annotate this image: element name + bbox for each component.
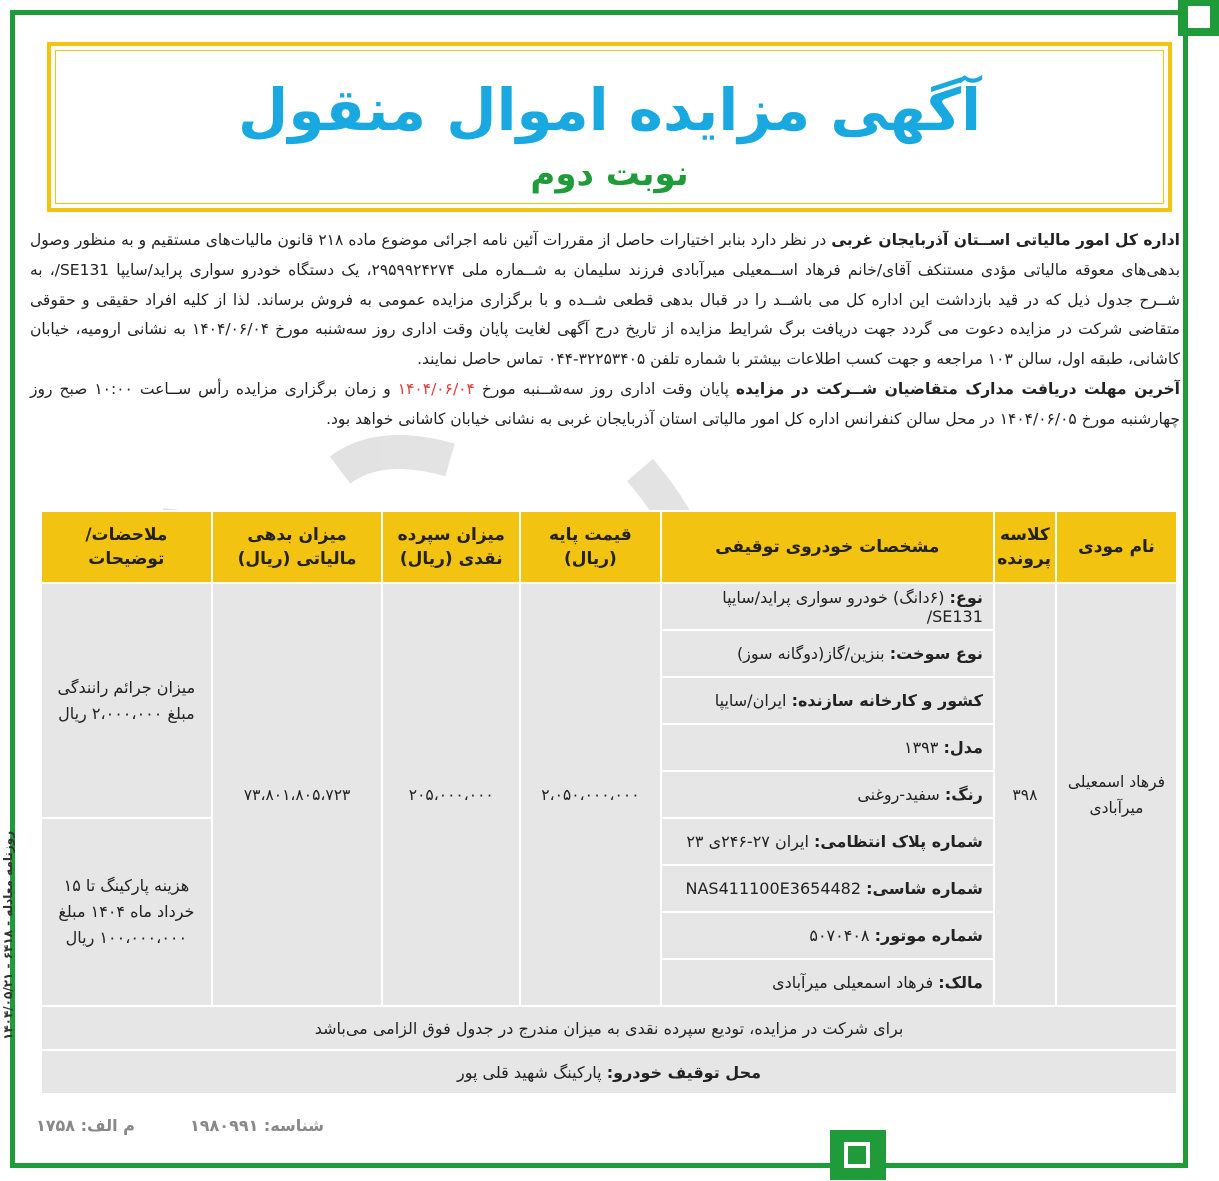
header-specs: مشخصات خودروی توقیفی [661,511,994,583]
spec-row: کشور و کارخانه سازنده: ایران/سایپا [661,677,994,724]
header-deposit: میزان سپرده نقدی (ریال) [382,511,520,583]
spec-row: مدل: ۱۳۹۳ [661,724,994,771]
spec-row: مالک: فرهاد اسمعیلی میرآبادی [661,959,994,1006]
header-name: نام مودی [1056,511,1177,583]
cell-file: ۳۹۸ [994,583,1056,1006]
title-box [47,42,1172,212]
table-footer-row [41,1006,1177,1050]
spec-row: شماره شاسی: NAS411100E3654482 [661,865,994,912]
spec-row: نوع سوخت: بنزین/گاز(دوگانه سوز) [661,630,994,677]
cell-note-fines: میزان جرائم رانندگی مبلغ ۲،۰۰۰،۰۰۰ ریال [41,583,212,818]
spec-row: شماره پلاک انتظامی: ایران ۲۷-۲۴۶ی ۲۳ [661,818,994,865]
paragraph-intro [30,226,1180,375]
paragraph-deadline [30,375,1180,435]
header-base-price: قیمت پایه (ریال) [520,511,661,583]
ref-code: م الف: ۱۷۵۸ [36,1116,135,1135]
intro-lead: اداره کل امور مالیاتی اســتان آذربایجان غربی [831,231,1180,249]
cell-name: فرهاد اسمعیلی میرآبادی [1056,583,1177,1006]
table-footer-row [41,1050,1177,1094]
page-title: آگهی مزایده اموال منقول [238,76,981,144]
footer-badge [830,1130,886,1180]
spec-row: شماره موتور: ۵۰۷۰۴۰۸ [661,912,994,959]
deadline-text-b: و زمان برگزاری مزایده رأس ســاعت ۱۰:۰۰ صبح روز چهارشنبه مورخ ۱۴۰۴/۰۶/۰۵ در محل سالن کنفرانس اداره کل امور مالیاتی استان آذربایجان غربی به نشانی خیابان کاشانی خواهد بود. [30,379,1180,428]
cell-tax-debt: ۷۳،۸۰۱،۸۰۵،۷۲۳ [212,583,383,1006]
cell-base-price: ۲،۰۵۰،۰۰۰،۰۰۰ [520,583,661,1006]
footer-vehicle-location: محل توقیف خودرو: پارکینگ شهید قلی پور [41,1050,1177,1094]
table-row [41,583,1177,630]
auction-table [40,510,1178,1095]
newspaper-side-label: روزنامه معادله - ۶۴۱۸ - ۱۴۰۴/۰۵/۲۱ [1,830,15,1040]
header-tax-debt: میزان بدهی مالیاتی (ریال) [212,511,383,583]
deadline-text-a: پایان وقت اداری روز سه‌شــنبه مورخ [474,379,736,398]
deadline-lead: آخرین مهلت دریافت مدارک متقاضیان شــرکت در مزایده [735,379,1180,398]
corner-badge [1178,0,1219,36]
spec-row: رنگ: سفید-روغنی [661,771,994,818]
announcement-body [30,226,1180,435]
cell-note-parking: هزینه پارکینگ تا ۱۵ خرداد ماه ۱۴۰۴ مبلغ ۱۰۰،۰۰۰،۰۰۰ ریال [41,818,212,1006]
cell-deposit: ۲۰۵،۰۰۰،۰۰۰ [382,583,520,1006]
deadline-date: ۱۴۰۴/۰۶/۰۴ [397,379,475,398]
page-subtitle: نوبت دوم [530,154,689,194]
spec-row: نوع: (۶دانگ) خودرو سواری پراید/سایپا SE131/ [661,583,994,630]
footer-deposit-note: برای شرکت در مزایده، تودیع سپرده نقدی به میزان مندرج در جدول فوق الزامی می‌باشد [41,1006,1177,1050]
id-code: شناسه: ۱۹۸۰۹۹۱ [190,1116,325,1135]
header-notes: ملاحضات/ توضیحات [41,511,212,583]
intro-text: در نظر دارد بنابر اختیارات حاصل از مقررات آئین نامه اجرائی موضوع ماده ۲۱۸ قانون مالیات‌های مستقیم و به منظور وصول بدهی‌های معوقه مالیاتی مؤدی مستنکف آقای/خانم فرهاد اســمعیلی میرآبادی فرزند سلیمان به شــماره ملی ۲۹۵۹۹۲۴۲۷۴، یک دستگاه خودرو سواری پراید/سایپا SE131/، به شــرح جدول ذیل که در قید بازداشت این اداره کل می باشــد را در قبال بدهی قطعی شــده و با برگزاری مزایده عمومی به فروش برساند. لذا از کلیه افراد حقیقی و حقوقی متقاضی شرکت در مزایده دعوت می گردد جهت دریافت برگ شرایط مزایده از تاریخ درج آگهی لغایت پایان وقت اداری روز سه‌شنبه مورخ ۱۴۰۴/۰۶/۰۴ به نشانی ارومیه، خیابان کاشانی، طبقه اول، سالن ۱۰۳ مراجعه و جهت کسب اطلاعات بیشتر با شماره تلفن ۳۲۲۵۳۴۰۵-۰۴۴ تماس حاصل نمایند. [30,231,1181,369]
table-header-row [41,511,1177,583]
header-file: کلاسه پرونده [994,511,1056,583]
